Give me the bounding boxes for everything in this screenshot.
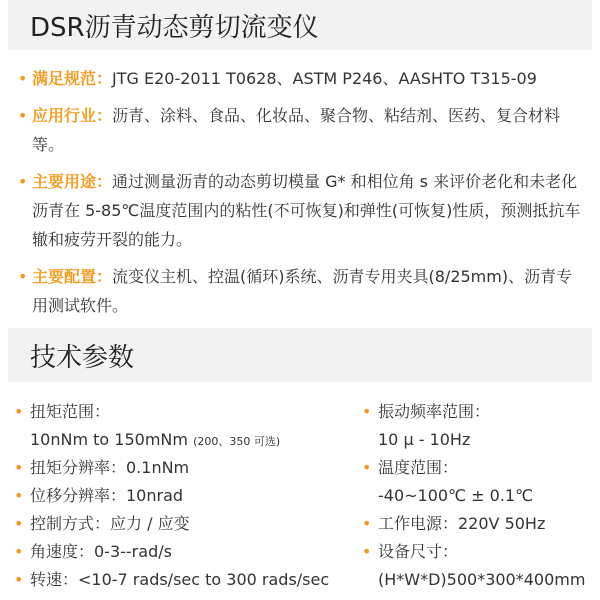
bullet-icon: •	[14, 402, 24, 421]
bullet-icon: •	[362, 542, 372, 561]
intro-item-configuration	[18, 262, 588, 320]
spec-text: 控制方式：应力 / 应变	[30, 514, 190, 533]
bullet-icon: •	[18, 106, 28, 125]
bullet-icon: •	[14, 542, 24, 561]
spec-text: 扭矩分辨率：0.1nNm	[30, 458, 190, 477]
spec-label: 设备尺寸：	[378, 542, 459, 561]
specs-title: 技术参数	[30, 342, 135, 373]
intro-value: 沥青、涂料、食品、化妆品、聚合物、粘结剂、医药、复合材料等。	[32, 106, 561, 154]
spec-text: 转速：<10-7 rads/sec to 300 rads/sec	[30, 570, 330, 589]
spec-label: 扭矩范围：	[30, 402, 111, 421]
intro-value: JTG E20-2011 T0628、ASTM P246、AASHTO T315-09	[112, 69, 537, 88]
spec-size	[362, 538, 600, 566]
bullet-icon: •	[362, 402, 372, 421]
bullet-icon: •	[18, 172, 28, 191]
spec-torque-range	[14, 398, 359, 426]
intro-label: 主要用途：	[32, 172, 113, 191]
intro-item-standards	[18, 64, 588, 93]
spec-note: (200、350 可选)	[193, 435, 281, 448]
spec-value	[30, 426, 280, 456]
section-title-specs	[8, 328, 592, 382]
bullet-icon: •	[18, 69, 28, 88]
spec-label: 振动频率范围：	[378, 402, 491, 421]
intro-item-purpose	[18, 167, 588, 254]
spec-text: 工作电源：220V 50Hz	[378, 514, 546, 533]
spec-size-value-line	[362, 566, 600, 594]
spec-displacement-resolution	[14, 482, 359, 510]
intro-value: 流变仪主机、控温(循环)系统、沥青专用夹具(8/25mm)、沥青专用测试软件。	[32, 267, 573, 315]
spec-text: 角速度：0-3--rad/s	[30, 542, 172, 561]
spec-torque-resolution	[14, 454, 359, 482]
bullet-icon: •	[14, 486, 24, 505]
intro-label: 应用行业：	[32, 106, 113, 125]
intro-label: 满足规范：	[32, 69, 113, 88]
specs-column-left	[14, 398, 359, 594]
bullet-icon: •	[18, 267, 28, 286]
intro-value: 通过测量沥青的动态剪切模量 G* 和相位角 s 来评价老化和未老化沥青在 5-85℃温度范围内的粘性(不可恢复)和弹性(可恢复)性质，预测抵抗车辙和疲劳开裂的能力。	[32, 172, 581, 249]
intro-list	[18, 64, 588, 328]
spec-frequency	[362, 398, 600, 426]
bullet-icon: •	[362, 458, 372, 477]
spec-speed	[14, 566, 359, 594]
spec-value: 10 μ - 10Hz	[378, 430, 471, 449]
spec-temperature-value-line	[362, 482, 600, 510]
spec-frequency-value-line	[362, 426, 600, 454]
intro-item-industries	[18, 101, 588, 159]
spec-value: (H*W*D)500*300*400mm	[378, 570, 586, 589]
spec-label: 温度范围：	[378, 458, 459, 477]
section-title-product	[8, 0, 592, 50]
spec-temperature	[362, 454, 600, 482]
bullet-icon: •	[362, 514, 372, 533]
spec-angular-velocity	[14, 538, 359, 566]
specs-table	[14, 398, 594, 598]
bullet-icon: •	[14, 570, 24, 589]
spec-power	[362, 510, 600, 538]
spec-value-text: 10nNm to 150mNm	[30, 430, 188, 449]
spec-torque-range-value-line	[14, 426, 359, 454]
spec-value: -40~100℃ ± 0.1℃	[378, 486, 534, 505]
specs-column-right	[362, 398, 600, 594]
bullet-icon: •	[14, 514, 24, 533]
intro-label: 主要配置：	[32, 267, 113, 286]
bullet-icon: •	[14, 458, 24, 477]
spec-text: 位移分辨率：10nrad	[30, 486, 184, 505]
product-title: DSR沥青动态剪切流变仪	[30, 12, 319, 43]
spec-control-mode	[14, 510, 359, 538]
